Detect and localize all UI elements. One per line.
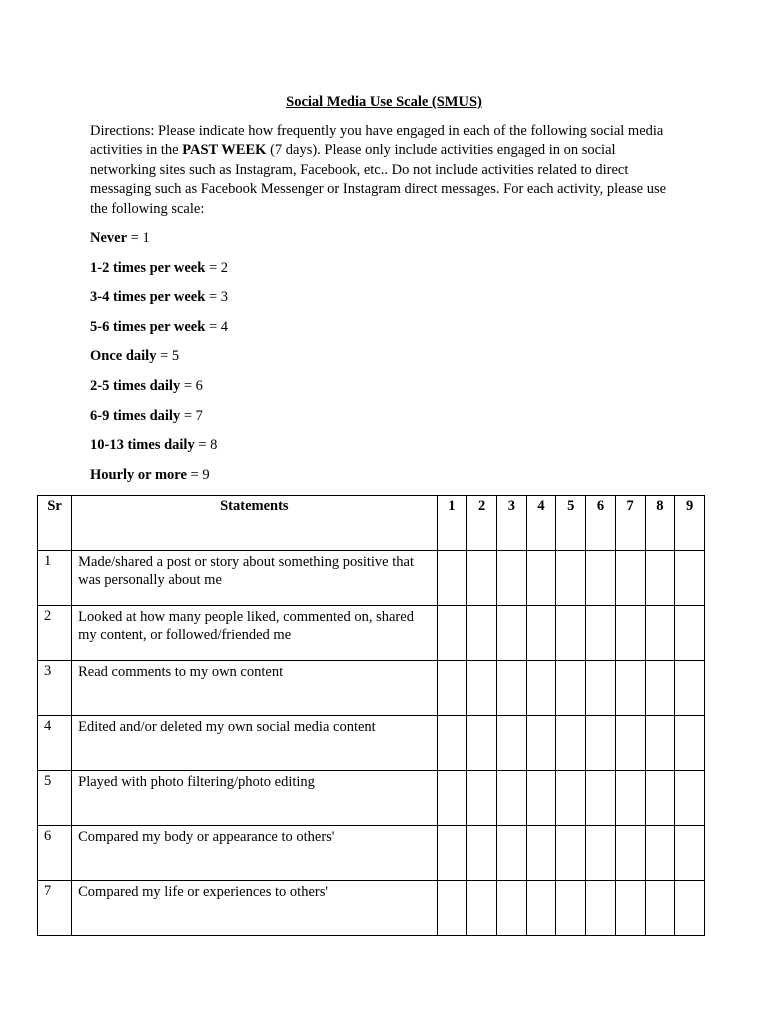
rating-cell[interactable] [496, 716, 526, 771]
scale-value: = 9 [186, 466, 210, 483]
rating-cell[interactable] [645, 771, 675, 826]
rating-cell[interactable] [496, 551, 526, 606]
row-sr: 4 [38, 716, 72, 771]
row-statement: Looked at how many people liked, commented on, shared my content, or followed/friended me [72, 606, 437, 661]
rating-cell[interactable] [526, 881, 556, 936]
frequency-scale-list [90, 228, 228, 494]
rating-cell[interactable] [556, 606, 586, 661]
rating-cell[interactable] [675, 826, 705, 881]
scale-item [90, 465, 228, 495]
scale-item [90, 406, 228, 436]
rating-cell[interactable] [496, 661, 526, 716]
scale-item [90, 317, 228, 347]
row-sr: 1 [38, 551, 72, 606]
scale-label: 3-4 times per week [90, 289, 206, 306]
rating-cell[interactable] [645, 716, 675, 771]
scale-item [90, 258, 228, 288]
rating-cell[interactable] [526, 661, 556, 716]
table-header-row [38, 496, 705, 551]
rating-cell[interactable] [675, 606, 705, 661]
scale-item [90, 287, 228, 317]
scale-value: = 7 [180, 407, 203, 424]
rating-cell[interactable] [437, 606, 467, 661]
row-sr: 2 [38, 606, 72, 661]
rating-cell[interactable] [556, 771, 586, 826]
rating-cell[interactable] [615, 826, 645, 881]
rating-cell[interactable] [437, 551, 467, 606]
scale-value: = 8 [194, 437, 218, 454]
row-statement: Read comments to my own content [72, 661, 437, 716]
rating-cell[interactable] [496, 771, 526, 826]
rating-cell[interactable] [467, 551, 497, 606]
table-row [38, 771, 705, 826]
rating-cell[interactable] [675, 551, 705, 606]
rating-cell[interactable] [556, 551, 586, 606]
scale-label: 5-6 times per week [90, 318, 206, 335]
document-title: Social Media Use Scale (SMUS) [286, 94, 482, 110]
rating-cell[interactable] [615, 771, 645, 826]
rating-cell[interactable] [615, 606, 645, 661]
rating-cell[interactable] [496, 606, 526, 661]
rating-cell[interactable] [437, 716, 467, 771]
scale-label: 10-13 times daily [90, 437, 195, 454]
rating-cell[interactable] [467, 771, 497, 826]
header-score-2: 2 [467, 496, 497, 551]
row-sr: 3 [38, 661, 72, 716]
rating-cell[interactable] [645, 881, 675, 936]
rating-cell[interactable] [496, 826, 526, 881]
scale-value: = 1 [127, 230, 150, 246]
rating-cell[interactable] [586, 716, 616, 771]
rating-cell[interactable] [526, 606, 556, 661]
scale-value: = 2 [205, 259, 228, 276]
scale-item [90, 376, 228, 406]
scale-item [90, 346, 228, 376]
rating-cell[interactable] [645, 606, 675, 661]
rating-cell[interactable] [615, 881, 645, 936]
scale-label: 1-2 times per week [90, 259, 206, 276]
rating-cell[interactable] [645, 661, 675, 716]
directions-paragraph [90, 122, 680, 219]
rating-cell[interactable] [556, 826, 586, 881]
header-score-8: 8 [645, 496, 675, 551]
rating-cell[interactable] [556, 661, 586, 716]
header-score-9: 9 [675, 496, 705, 551]
row-statement: Compared my body or appearance to others' [72, 826, 437, 881]
scale-value: = 5 [156, 348, 180, 365]
header-score-1: 1 [437, 496, 467, 551]
scale-value: = 3 [205, 289, 228, 306]
rating-cell[interactable] [437, 771, 467, 826]
rating-cell[interactable] [675, 881, 705, 936]
rating-cell[interactable] [645, 551, 675, 606]
rating-cell[interactable] [467, 661, 497, 716]
scale-label: Hourly or more [90, 466, 187, 483]
rating-cell[interactable] [467, 716, 497, 771]
rating-cell[interactable] [526, 551, 556, 606]
header-score-3: 3 [496, 496, 526, 551]
directions-text-end: (7 days). Please only include activities engaged in on social networking sites such as Instagram, Facebook, etc.. Do not include activities related to direct messaging such as Facebook Messenger or Instagram direct messages. For each activity, please use the following scale: [90, 142, 667, 217]
rating-cell[interactable] [467, 606, 497, 661]
rating-cell[interactable] [556, 881, 586, 936]
rating-cell[interactable] [586, 661, 616, 716]
table-row [38, 606, 705, 661]
smus-rating-table [37, 495, 705, 936]
row-statement: Made/shared a post or story about something positive that was personally about me [72, 551, 437, 606]
directions-text-start: Directions: Please indicate how frequently you have engaged in each of the following social media activities in the [90, 123, 664, 159]
header-sr: Sr [38, 496, 72, 551]
rating-cell[interactable] [675, 661, 705, 716]
header-score-6: 6 [586, 496, 616, 551]
row-sr: 6 [38, 826, 72, 881]
row-sr: 7 [38, 881, 72, 936]
scale-item [90, 435, 228, 465]
rating-cell[interactable] [467, 881, 497, 936]
table-row [38, 551, 705, 606]
scale-value: = 6 [180, 377, 203, 394]
rating-cell[interactable] [526, 826, 556, 881]
rating-cell[interactable] [675, 716, 705, 771]
rating-cell[interactable] [556, 716, 586, 771]
header-statements: Statements [72, 496, 437, 551]
rating-cell[interactable] [586, 881, 616, 936]
header-score-4: 4 [526, 496, 556, 551]
rating-cell[interactable] [526, 716, 556, 771]
rating-cell[interactable] [496, 881, 526, 936]
header-score-7: 7 [615, 496, 645, 551]
scale-label: 6-9 times daily [90, 407, 181, 424]
table-row [38, 826, 705, 881]
row-statement: Played with photo filtering/photo editing [72, 771, 437, 826]
rating-cell[interactable] [586, 771, 616, 826]
scale-label: 2-5 times daily [90, 377, 181, 394]
rating-cell[interactable] [467, 826, 497, 881]
row-sr: 5 [38, 771, 72, 826]
table-row [38, 661, 705, 716]
table-row [38, 881, 705, 936]
rating-cell[interactable] [645, 826, 675, 881]
rating-cell[interactable] [437, 881, 467, 936]
rating-cell[interactable] [586, 551, 616, 606]
scale-label: Once daily [90, 348, 157, 365]
header-score-5: 5 [556, 496, 586, 551]
row-statement: Edited and/or deleted my own social media content [72, 716, 437, 771]
rating-cell[interactable] [615, 551, 645, 606]
rating-cell[interactable] [675, 771, 705, 826]
rating-cell[interactable] [526, 771, 556, 826]
table-row [38, 716, 705, 771]
rating-cell[interactable] [615, 716, 645, 771]
row-statement: Compared my life or experiences to others' [72, 881, 437, 936]
rating-cell[interactable] [615, 661, 645, 716]
rating-cell[interactable] [437, 826, 467, 881]
rating-cell[interactable] [586, 826, 616, 881]
scale-label: Never [90, 230, 128, 246]
scale-value: = 4 [205, 318, 228, 335]
rating-cell[interactable] [437, 661, 467, 716]
rating-cell[interactable] [586, 606, 616, 661]
scale-item [90, 228, 228, 258]
directions-emphasis: PAST WEEK [182, 142, 267, 159]
